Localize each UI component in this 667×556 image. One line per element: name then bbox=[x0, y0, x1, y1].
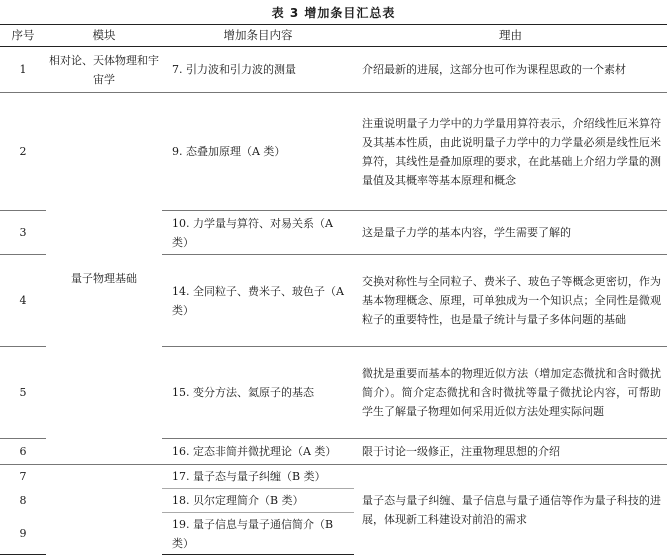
item-cell: 18. 贝尔定理简介（B 类） bbox=[162, 489, 354, 513]
reason-cell: 限于讨论一级修正，注重物理思想的介绍 bbox=[354, 439, 667, 465]
reason-cell: 微扰是重要而基本的物理近似方法（增加定态微扰和含时微扰简介）。简介定态微扰和含时微扰等量子微扰论内容，可帮助学生了解量子物理如何采用近似方法处理实际问题 bbox=[354, 347, 667, 439]
row-number: 9 bbox=[0, 513, 46, 555]
row-number: 1 bbox=[0, 47, 46, 93]
row-number: 6 bbox=[0, 439, 46, 465]
row-number: 8 bbox=[19, 494, 27, 507]
item-cell: 16. 定态非简并微扰理论（A 类） bbox=[162, 439, 354, 465]
table-row bbox=[0, 465, 667, 489]
header-item: 增加条目内容 bbox=[162, 25, 354, 47]
row-number: 3 bbox=[0, 211, 46, 255]
table-row bbox=[0, 93, 667, 211]
item-cell: 7. 引力波和引力波的测量 bbox=[162, 47, 354, 93]
header-no: 序号 bbox=[0, 25, 46, 47]
item-cell: 17. 量子态与量子纠缠（B 类） bbox=[162, 465, 354, 489]
header-reason: 理由 bbox=[354, 25, 667, 47]
header-row bbox=[0, 25, 667, 47]
item-cell: 14. 全同粒子、费米子、玻色子（A 类） bbox=[162, 255, 354, 347]
header-module: 模块 bbox=[46, 25, 162, 47]
row-number: 5 bbox=[0, 347, 46, 439]
table-title: 表 3 增加条目汇总表 bbox=[271, 6, 396, 20]
row-number: 2 bbox=[0, 93, 46, 211]
reason-cell: 这是量子力学的基本内容，学生需要了解的 bbox=[354, 211, 667, 255]
item-cell: 10. 力学量与算符、对易关系（A 类） bbox=[162, 211, 354, 255]
row-number: 7 bbox=[19, 470, 27, 484]
reason-cell: 量子态与量子纠缠、量子信息与量子通信等作为量子科技的进展，体现新工科建设对前沿的需求 bbox=[362, 493, 661, 526]
module-cell: 量子物理基础 bbox=[46, 93, 162, 465]
reason-cell: 介绍最新的进展，这部分也可作为课程思政的一个素材 bbox=[354, 47, 667, 93]
item-cell: 15. 变分方法、氦原子的基态 bbox=[162, 347, 354, 439]
row-number: 4 bbox=[0, 255, 46, 347]
item-cell: 19. 量子信息与量子通信简介（B 类） bbox=[162, 513, 354, 555]
table-row bbox=[0, 47, 667, 93]
item-cell: 9. 态叠加原理（A 类） bbox=[162, 93, 354, 211]
module-cell: 相对论、天体物理和宇宙学 bbox=[46, 47, 162, 93]
summary-table bbox=[0, 24, 667, 555]
reason-cell: 注重说明量子力学中的力学量用算符表示，介绍线性厄米算符及其基本性质，由此说明量子力学中的力学量必须是线性厄米算符，其线性是叠加原理的要求，在此基础上介绍力学量的测量值及其概率等基本原理和概念 bbox=[354, 93, 667, 211]
module-cell bbox=[46, 465, 162, 555]
reason-cell: 交换对称性与全同粒子、费米子、玻色子等概念更密切，作为基本物理概念、原理，可单独成为一个知识点；全同性是微观粒子的重要特性，也是量子统计与量子多体问题的基础 bbox=[354, 255, 667, 347]
